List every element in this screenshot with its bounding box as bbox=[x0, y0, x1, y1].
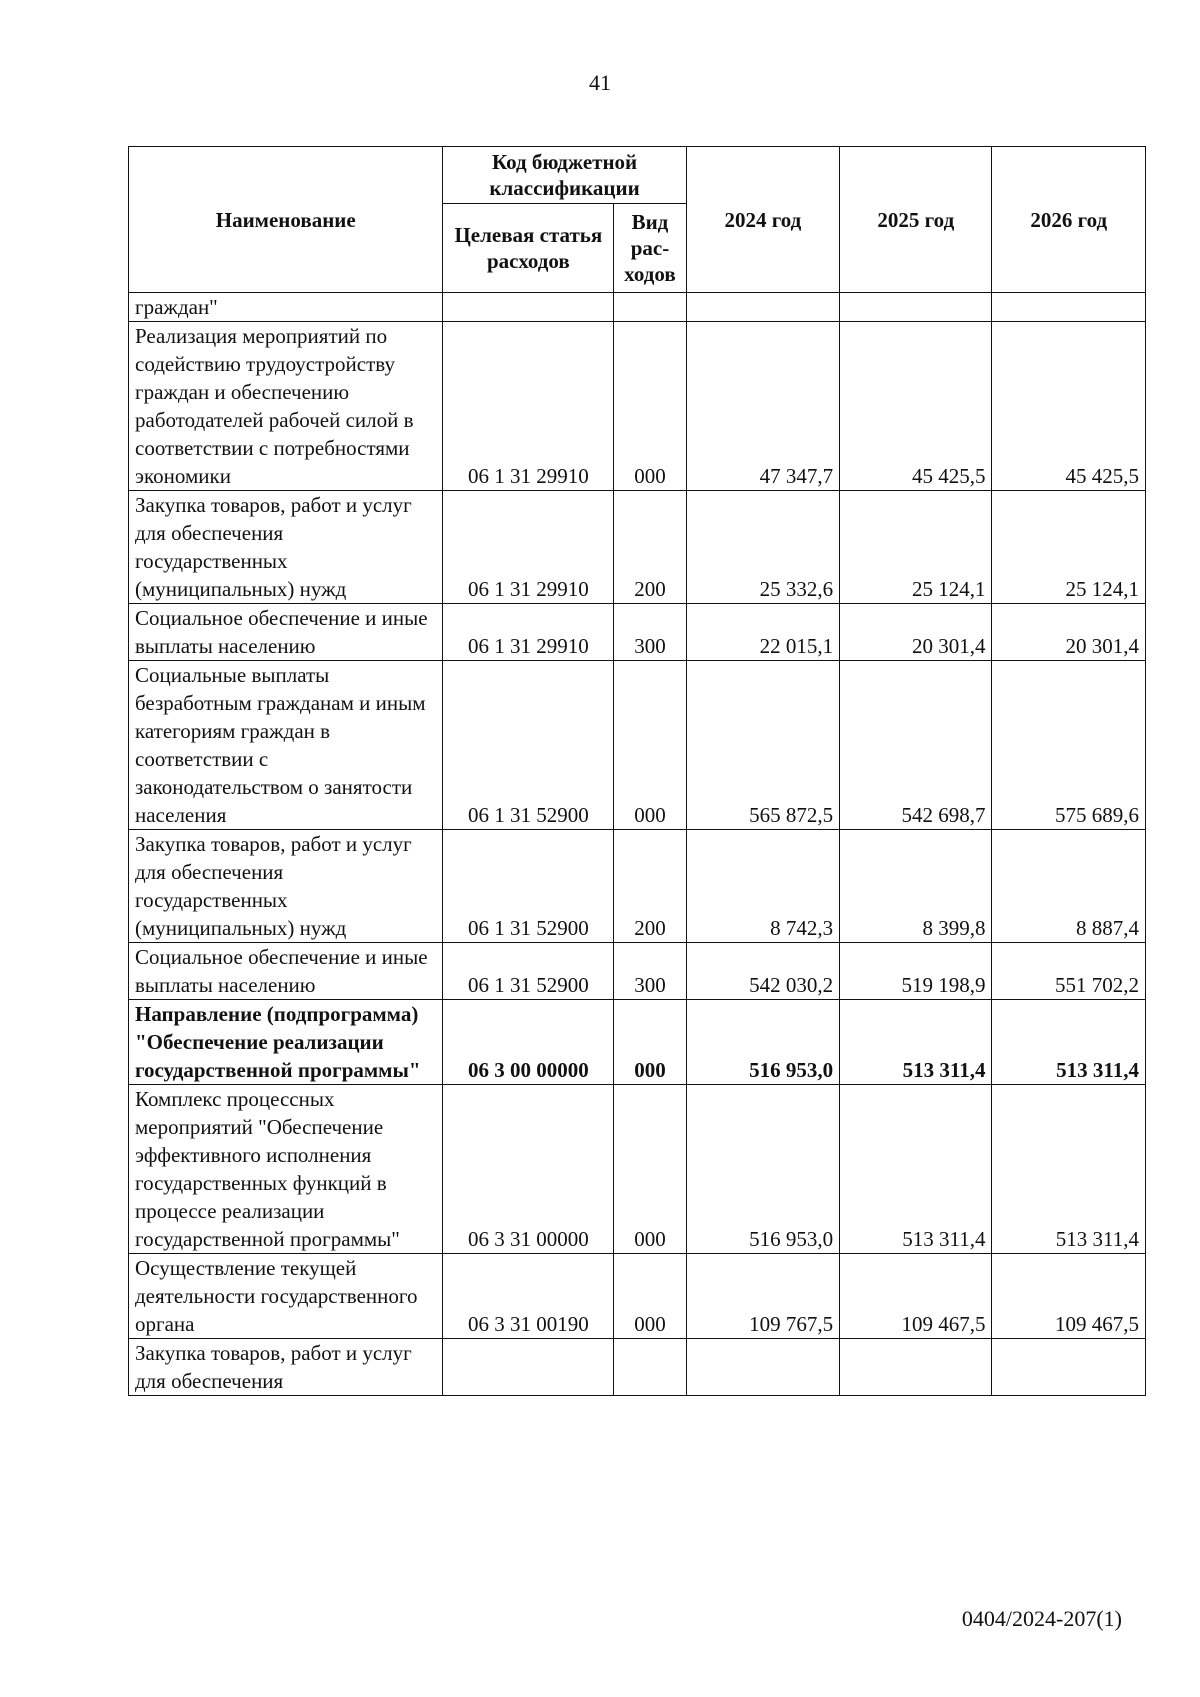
row-value-2025: 45 425,5 bbox=[840, 322, 992, 491]
row-expense-type: 000 bbox=[614, 322, 686, 491]
row-expense-type bbox=[614, 293, 686, 322]
header-target-article: Целевая статья расходов bbox=[443, 204, 614, 293]
row-target-article: 06 3 31 00000 bbox=[443, 1085, 614, 1254]
row-expense-type: 200 bbox=[614, 491, 686, 604]
row-target-article: 06 3 00 00000 bbox=[443, 1000, 614, 1085]
row-value-2025 bbox=[840, 1339, 992, 1396]
row-value-2025: 8 399,8 bbox=[840, 830, 992, 943]
table-row bbox=[129, 293, 1146, 322]
row-name: Направление (подпрограмма) "Обеспечение реализации государственной программы" bbox=[129, 1000, 443, 1085]
row-value-2026: 20 301,4 bbox=[992, 604, 1146, 661]
row-expense-type: 000 bbox=[614, 1254, 686, 1339]
row-name: Реализация мероприятий по содействию трудоустройству граждан и обеспечению работодателей рабочей силой в соответствии с потребностями экономики bbox=[129, 322, 443, 491]
row-name: Социальное обеспечение и иные выплаты населению bbox=[129, 604, 443, 661]
row-target-article: 06 1 31 29910 bbox=[443, 322, 614, 491]
table-row bbox=[129, 1085, 1146, 1254]
row-name: граждан" bbox=[129, 293, 443, 322]
row-expense-type: 000 bbox=[614, 661, 686, 830]
page-number: 41 bbox=[589, 70, 611, 95]
row-name: Закупка товаров, работ и услуг для обеспечения bbox=[129, 1339, 443, 1396]
row-value-2024: 542 030,2 bbox=[686, 943, 839, 1000]
row-value-2026 bbox=[992, 293, 1146, 322]
row-expense-type: 000 bbox=[614, 1085, 686, 1254]
row-value-2024: 25 332,6 bbox=[686, 491, 839, 604]
table-row bbox=[129, 1254, 1146, 1339]
row-value-2026 bbox=[992, 1339, 1146, 1396]
row-name: Социальные выплаты безработным гражданам и иным категориям граждан в соответствии с законодательством о занятости населения bbox=[129, 661, 443, 830]
header-year-2024: 2024 год bbox=[686, 147, 839, 293]
row-expense-type: 200 bbox=[614, 830, 686, 943]
row-value-2025: 109 467,5 bbox=[840, 1254, 992, 1339]
row-target-article: 06 3 31 00190 bbox=[443, 1254, 614, 1339]
row-target-article bbox=[443, 1339, 614, 1396]
table-body bbox=[129, 293, 1146, 1396]
row-value-2025: 542 698,7 bbox=[840, 661, 992, 830]
row-expense-type bbox=[614, 1339, 686, 1396]
row-target-article: 06 1 31 52900 bbox=[443, 661, 614, 830]
row-name: Комплекс процессных мероприятий "Обеспечение эффективного исполнения государственных функций в процессе реализации государственной программы" bbox=[129, 1085, 443, 1254]
row-target-article: 06 1 31 52900 bbox=[443, 830, 614, 943]
header-code-group: Код бюджетной классификации bbox=[443, 147, 686, 204]
row-name: Осуществление текущей деятельности государственного органа bbox=[129, 1254, 443, 1339]
table-row bbox=[129, 1339, 1146, 1396]
row-expense-type: 300 bbox=[614, 943, 686, 1000]
row-value-2024 bbox=[686, 1339, 839, 1396]
row-value-2025: 519 198,9 bbox=[840, 943, 992, 1000]
row-name: Социальное обеспечение и иные выплаты населению bbox=[129, 943, 443, 1000]
row-value-2025 bbox=[840, 293, 992, 322]
row-target-article bbox=[443, 293, 614, 322]
row-value-2024 bbox=[686, 293, 839, 322]
table-row bbox=[129, 830, 1146, 943]
table-row bbox=[129, 661, 1146, 830]
row-value-2026: 513 311,4 bbox=[992, 1000, 1146, 1085]
row-value-2026: 8 887,4 bbox=[992, 830, 1146, 943]
row-value-2026: 575 689,6 bbox=[992, 661, 1146, 830]
header-year-2026: 2026 год bbox=[992, 147, 1146, 293]
row-value-2024: 8 742,3 bbox=[686, 830, 839, 943]
row-value-2024: 516 953,0 bbox=[686, 1000, 839, 1085]
header-year-2025: 2025 год bbox=[840, 147, 992, 293]
row-expense-type: 300 bbox=[614, 604, 686, 661]
row-value-2026: 45 425,5 bbox=[992, 322, 1146, 491]
row-value-2025: 513 311,4 bbox=[840, 1085, 992, 1254]
row-value-2025: 20 301,4 bbox=[840, 604, 992, 661]
row-value-2024: 47 347,7 bbox=[686, 322, 839, 491]
row-name: Закупка товаров, работ и услуг для обеспечения государственных (муниципальных) нужд bbox=[129, 830, 443, 943]
row-name: Закупка товаров, работ и услуг для обеспечения государственных (муниципальных) нужд bbox=[129, 491, 443, 604]
table-row bbox=[129, 1000, 1146, 1085]
row-value-2026: 25 124,1 bbox=[992, 491, 1146, 604]
table-row bbox=[129, 943, 1146, 1000]
row-value-2026: 513 311,4 bbox=[992, 1085, 1146, 1254]
table-row bbox=[129, 322, 1146, 491]
header-name: Наименование bbox=[129, 147, 443, 293]
table-row bbox=[129, 491, 1146, 604]
table-row bbox=[129, 604, 1146, 661]
budget-table bbox=[128, 146, 1146, 1396]
row-value-2024: 22 015,1 bbox=[686, 604, 839, 661]
row-target-article: 06 1 31 29910 bbox=[443, 604, 614, 661]
row-value-2024: 516 953,0 bbox=[686, 1085, 839, 1254]
row-value-2026: 109 467,5 bbox=[992, 1254, 1146, 1339]
row-expense-type: 000 bbox=[614, 1000, 686, 1085]
row-target-article: 06 1 31 52900 bbox=[443, 943, 614, 1000]
row-value-2026: 551 702,2 bbox=[992, 943, 1146, 1000]
row-value-2025: 25 124,1 bbox=[840, 491, 992, 604]
row-value-2024: 109 767,5 bbox=[686, 1254, 839, 1339]
document-code: 0404/2024-207(1) bbox=[961, 1606, 1122, 1631]
row-target-article: 06 1 31 29910 bbox=[443, 491, 614, 604]
row-value-2025: 513 311,4 bbox=[840, 1000, 992, 1085]
header-expense-type: Вид рас-ходов bbox=[614, 204, 686, 293]
row-value-2024: 565 872,5 bbox=[686, 661, 839, 830]
